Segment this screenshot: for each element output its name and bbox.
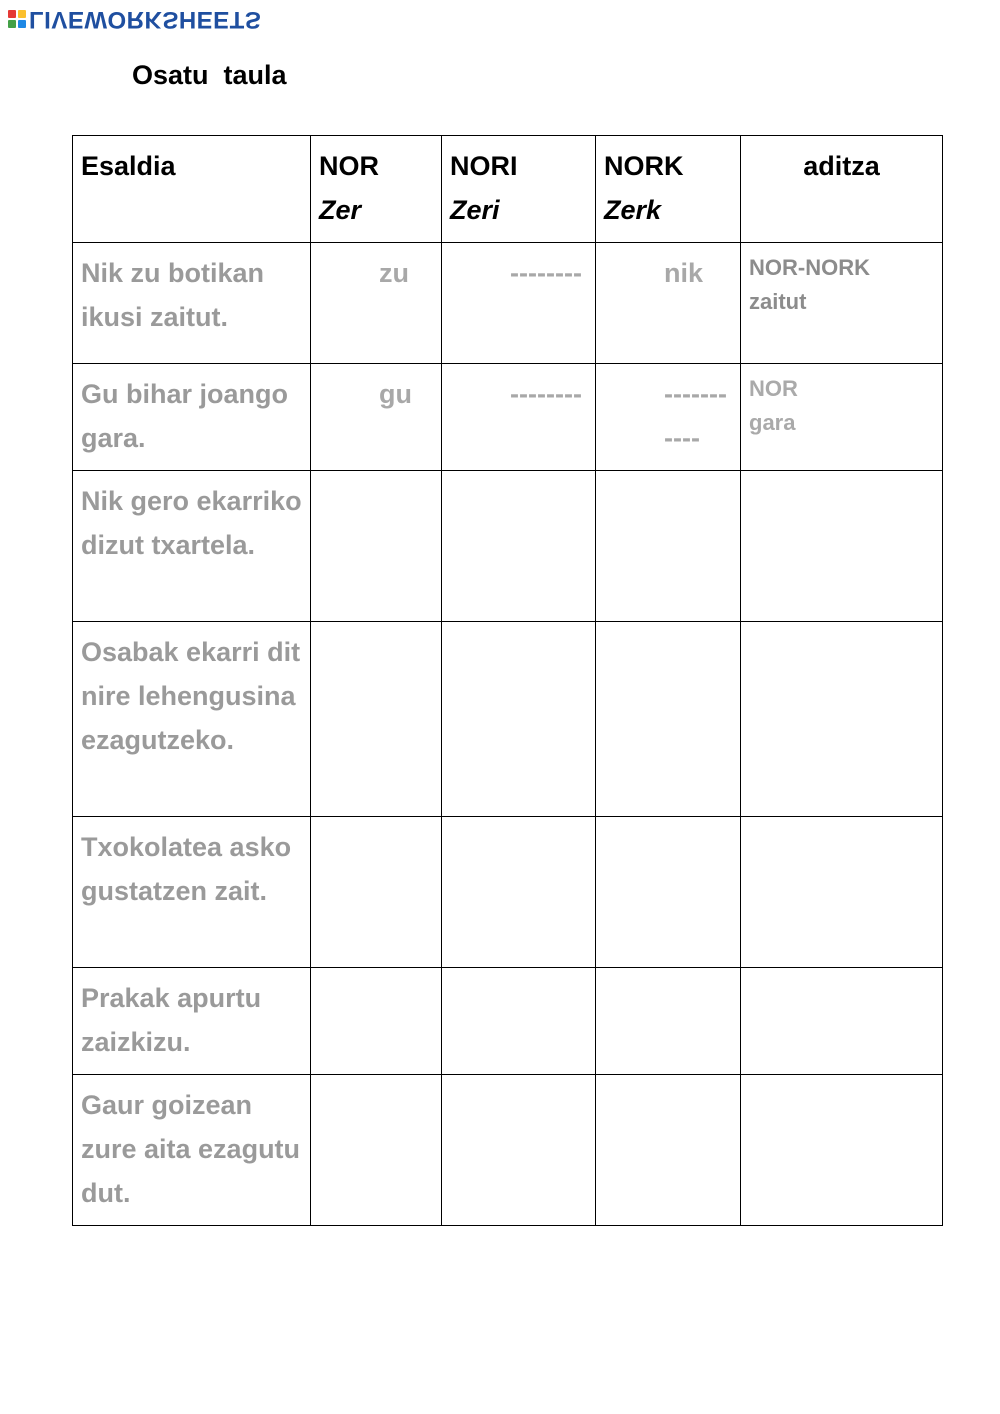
header-nori-sub: Zeri xyxy=(450,195,500,225)
sentence-cell: Nik zu botikan ikusi zaitut. xyxy=(73,243,311,364)
header-nork: NORK Zerk xyxy=(596,136,741,243)
table-row xyxy=(73,364,943,471)
sentence-cell: Prakak apurtu zaizkizu. xyxy=(73,968,311,1075)
nor-answer-field[interactable] xyxy=(311,817,442,968)
table-row xyxy=(73,243,943,364)
sentence-cell: Txokolatea asko gustatzen zait. xyxy=(73,817,311,968)
nork-answer-field[interactable] xyxy=(596,817,741,968)
table-row xyxy=(73,471,943,622)
nori-answer-field[interactable] xyxy=(442,817,596,968)
header-nor-sub: Zer xyxy=(319,195,362,225)
sentence-cell: Nik gero ekarriko dizut txartela. xyxy=(73,471,311,622)
aditza-answer-field[interactable] xyxy=(741,622,943,817)
logo-blocks-icon xyxy=(8,10,26,28)
nor-answer-field[interactable]: zu xyxy=(311,243,442,364)
nori-answer-field[interactable] xyxy=(442,1075,596,1226)
page-title: Osatu taula xyxy=(132,60,287,90)
nork-answer-field[interactable] xyxy=(596,622,741,817)
sentence-cell: Gaur goizean zure aita ezagutu dut. xyxy=(73,1075,311,1226)
table-row xyxy=(73,968,943,1075)
aditza-verb: zaitut xyxy=(749,289,807,314)
header-esaldia: Esaldia xyxy=(73,136,311,243)
header-nori: NORI Zeri xyxy=(442,136,596,243)
worksheet-table xyxy=(72,135,943,1226)
nori-answer-field[interactable] xyxy=(442,968,596,1075)
table-row xyxy=(73,817,943,968)
sentence-cell: Osabak ekarri dit nire lehengusina ezagutzeko. xyxy=(73,622,311,817)
header-row xyxy=(73,136,943,243)
aditza-answer-field[interactable] xyxy=(741,968,943,1075)
nori-answer-field[interactable]: -------- xyxy=(442,243,596,364)
logo-block-d xyxy=(18,20,26,28)
nor-answer-field[interactable] xyxy=(311,471,442,622)
aditza-answer-field[interactable] xyxy=(741,817,943,968)
nor-answer-field[interactable] xyxy=(311,968,442,1075)
aditza-verb: gara xyxy=(749,410,796,435)
liveworksheets-logo xyxy=(8,6,261,32)
nor-answer-field[interactable] xyxy=(311,622,442,817)
header-nork-sub: Zerk xyxy=(604,195,662,225)
aditza-answer-field[interactable] xyxy=(741,471,943,622)
logo-block-b xyxy=(18,10,26,18)
nori-answer-field[interactable]: -------- xyxy=(442,364,596,471)
aditza-answer-field[interactable] xyxy=(741,1075,943,1226)
table-row xyxy=(73,1075,943,1226)
sentence-cell: Gu bihar joango gara. xyxy=(73,364,311,471)
logo-text: LIVEWORKSHEETS xyxy=(29,6,262,33)
logo-block-a xyxy=(8,10,16,18)
aditza-type: NOR-NORK xyxy=(749,255,870,280)
aditza-answer-field[interactable] xyxy=(741,243,943,364)
nork-answer-field[interactable]: ----------- xyxy=(596,364,741,471)
aditza-type: NOR xyxy=(749,376,798,401)
logo-block-c xyxy=(8,20,16,28)
table-row xyxy=(73,622,943,817)
nor-answer-field[interactable] xyxy=(311,1075,442,1226)
nori-answer-field[interactable] xyxy=(442,622,596,817)
nork-answer-field[interactable]: nik xyxy=(596,243,741,364)
aditza-answer-field[interactable] xyxy=(741,364,943,471)
nori-answer-field[interactable] xyxy=(442,471,596,622)
nork-answer-field[interactable] xyxy=(596,471,741,622)
nork-answer-field[interactable] xyxy=(596,1075,741,1226)
nor-answer-field[interactable]: gu xyxy=(311,364,442,471)
header-nor: NOR Zer xyxy=(311,136,442,243)
header-aditza: aditza xyxy=(741,136,943,243)
nork-answer-field[interactable] xyxy=(596,968,741,1075)
